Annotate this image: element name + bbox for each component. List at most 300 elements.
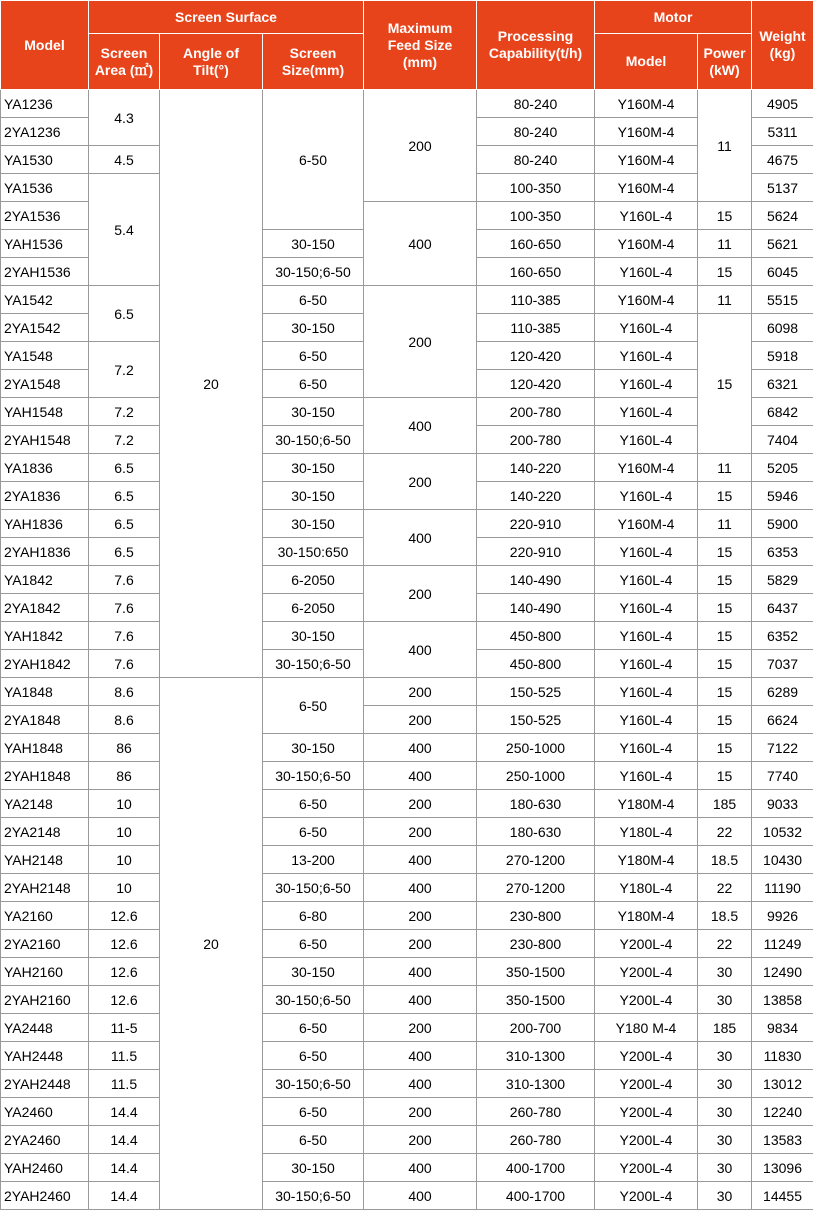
cell-weight: 5311 (752, 118, 813, 146)
cell-power: 15 (698, 678, 752, 706)
cell-size: 6-50 (263, 370, 364, 398)
header-motor-model: Model (595, 34, 698, 90)
cell-size: 30-150;6-50 (263, 874, 364, 902)
cell-weight: 5946 (752, 482, 813, 510)
table-row (1, 286, 813, 314)
cell-power: 15 (698, 622, 752, 650)
cell-angle: 20 (160, 678, 263, 1210)
cell-model: YA1836 (1, 454, 89, 482)
cell-power: 15 (698, 482, 752, 510)
cell-motor-model: Y200L-4 (595, 1154, 698, 1182)
cell-model: YA2448 (1, 1014, 89, 1042)
cell-model: 2YA1542 (1, 314, 89, 342)
cell-capacity: 310-1300 (477, 1070, 595, 1098)
header-model: Model (1, 1, 89, 90)
cell-motor-model: Y180 M-4 (595, 1014, 698, 1042)
cell-area: 6.5 (89, 286, 160, 342)
cell-motor-model: Y200L-4 (595, 958, 698, 986)
cell-model: 2YAH1848 (1, 762, 89, 790)
cell-power: 30 (698, 1126, 752, 1154)
cell-size: 30-150 (263, 454, 364, 482)
cell-feed: 400 (364, 1070, 477, 1098)
cell-feed: 200 (364, 1126, 477, 1154)
cell-feed: 400 (364, 622, 477, 678)
cell-motor-model: Y160M-4 (595, 118, 698, 146)
table-row (1, 398, 813, 426)
cell-motor-model: Y180L-4 (595, 874, 698, 902)
cell-model: YAH1842 (1, 622, 89, 650)
cell-feed: 200 (364, 818, 477, 846)
table-row (1, 706, 813, 734)
cell-power: 30 (698, 1042, 752, 1070)
cell-weight: 14455 (752, 1182, 813, 1210)
table-row (1, 566, 813, 594)
cell-power: 15 (698, 650, 752, 678)
cell-weight: 5205 (752, 454, 813, 482)
cell-size: 30-150;6-50 (263, 762, 364, 790)
cell-motor-model: Y160M-4 (595, 90, 698, 118)
cell-angle: 20 (160, 90, 263, 678)
cell-model: YAH1848 (1, 734, 89, 762)
cell-size: 6-50 (263, 1014, 364, 1042)
table-row (1, 678, 813, 706)
cell-power: 11 (698, 90, 752, 202)
cell-area: 4.5 (89, 146, 160, 174)
cell-weight: 5624 (752, 202, 813, 230)
cell-power: 11 (698, 286, 752, 314)
table-row (1, 762, 813, 790)
table-body (1, 90, 813, 1210)
cell-size: 30-150 (263, 314, 364, 342)
cell-capacity: 100-350 (477, 202, 595, 230)
cell-capacity: 140-490 (477, 594, 595, 622)
cell-weight: 6289 (752, 678, 813, 706)
cell-motor-model: Y160L-4 (595, 566, 698, 594)
cell-area: 10 (89, 790, 160, 818)
cell-model: YAH1836 (1, 510, 89, 538)
cell-capacity: 250-1000 (477, 734, 595, 762)
table-row (1, 454, 813, 482)
cell-motor-model: Y160L-4 (595, 734, 698, 762)
cell-size: 30-150 (263, 1154, 364, 1182)
cell-weight: 13096 (752, 1154, 813, 1182)
cell-capacity: 80-240 (477, 90, 595, 118)
cell-capacity: 350-1500 (477, 986, 595, 1014)
cell-size: 30-150 (263, 398, 364, 426)
cell-capacity: 140-220 (477, 454, 595, 482)
cell-weight: 9834 (752, 1014, 813, 1042)
cell-weight: 6437 (752, 594, 813, 622)
cell-area: 14.4 (89, 1098, 160, 1126)
cell-size: 13-200 (263, 846, 364, 874)
cell-feed: 400 (364, 202, 477, 286)
cell-weight: 6321 (752, 370, 813, 398)
cell-capacity: 400-1700 (477, 1182, 595, 1210)
cell-model: YA2148 (1, 790, 89, 818)
cell-feed: 400 (364, 1154, 477, 1182)
cell-motor-model: Y160L-4 (595, 594, 698, 622)
cell-size: 6-50 (263, 678, 364, 734)
cell-capacity: 140-490 (477, 566, 595, 594)
cell-area: 6.5 (89, 510, 160, 538)
table-row (1, 874, 813, 902)
cell-power: 18.5 (698, 846, 752, 874)
cell-feed: 400 (364, 986, 477, 1014)
cell-capacity: 150-525 (477, 706, 595, 734)
cell-motor-model: Y180M-4 (595, 902, 698, 930)
table-row (1, 902, 813, 930)
cell-feed: 400 (364, 398, 477, 454)
cell-power: 30 (698, 1070, 752, 1098)
cell-motor-model: Y200L-4 (595, 1182, 698, 1210)
cell-size: 30-150;6-50 (263, 426, 364, 454)
cell-area: 10 (89, 874, 160, 902)
cell-area: 11-5 (89, 1014, 160, 1042)
cell-feed: 200 (364, 1014, 477, 1042)
cell-capacity: 310-1300 (477, 1042, 595, 1070)
cell-capacity: 200-780 (477, 398, 595, 426)
cell-area: 7.6 (89, 622, 160, 650)
cell-area: 7.2 (89, 426, 160, 454)
header-screen-area: Screen Area (㎡) (89, 34, 160, 90)
cell-motor-model: Y180M-4 (595, 846, 698, 874)
cell-area: 6.5 (89, 482, 160, 510)
cell-area: 7.6 (89, 566, 160, 594)
cell-feed: 400 (364, 762, 477, 790)
cell-motor-model: Y200L-4 (595, 1070, 698, 1098)
cell-model: 2YA1842 (1, 594, 89, 622)
cell-power: 30 (698, 1154, 752, 1182)
cell-area: 6.5 (89, 454, 160, 482)
cell-motor-model: Y160L-4 (595, 258, 698, 286)
cell-power: 11 (698, 454, 752, 482)
cell-motor-model: Y160L-4 (595, 314, 698, 342)
cell-power: 185 (698, 790, 752, 818)
table-row (1, 790, 813, 818)
cell-size: 6-50 (263, 1042, 364, 1070)
cell-weight: 10430 (752, 846, 813, 874)
cell-model: 2YAH2160 (1, 986, 89, 1014)
cell-power: 185 (698, 1014, 752, 1042)
cell-motor-model: Y200L-4 (595, 930, 698, 958)
cell-capacity: 220-910 (477, 510, 595, 538)
cell-feed: 400 (364, 958, 477, 986)
table-row (1, 818, 813, 846)
table-row (1, 1098, 813, 1126)
cell-motor-model: Y160M-4 (595, 454, 698, 482)
cell-model: YAH2148 (1, 846, 89, 874)
cell-motor-model: Y160L-4 (595, 202, 698, 230)
cell-size: 6-50 (263, 790, 364, 818)
cell-motor-model: Y200L-4 (595, 1126, 698, 1154)
cell-model: YA1842 (1, 566, 89, 594)
cell-power: 15 (698, 202, 752, 230)
cell-power: 22 (698, 874, 752, 902)
cell-area: 7.2 (89, 398, 160, 426)
cell-size: 30-150 (263, 734, 364, 762)
cell-motor-model: Y200L-4 (595, 1042, 698, 1070)
cell-area: 8.6 (89, 678, 160, 706)
header-screen-size: Screen Size(mm) (263, 34, 364, 90)
cell-motor-model: Y160L-4 (595, 678, 698, 706)
cell-weight: 6353 (752, 538, 813, 566)
cell-power: 15 (698, 314, 752, 454)
cell-size: 6-50 (263, 286, 364, 314)
cell-size: 6-2050 (263, 594, 364, 622)
cell-model: 2YAH1842 (1, 650, 89, 678)
cell-feed: 200 (364, 902, 477, 930)
cell-feed: 400 (364, 734, 477, 762)
cell-capacity: 270-1200 (477, 874, 595, 902)
cell-feed: 200 (364, 790, 477, 818)
cell-size: 6-50 (263, 90, 364, 230)
cell-weight: 12240 (752, 1098, 813, 1126)
cell-model: 2YA2148 (1, 818, 89, 846)
cell-model: 2YAH2460 (1, 1182, 89, 1210)
cell-weight: 13012 (752, 1070, 813, 1098)
cell-weight: 5918 (752, 342, 813, 370)
cell-area: 10 (89, 818, 160, 846)
table-row (1, 510, 813, 538)
cell-capacity: 200-780 (477, 426, 595, 454)
cell-model: YA1542 (1, 286, 89, 314)
cell-area: 7.6 (89, 650, 160, 678)
cell-capacity: 160-650 (477, 230, 595, 258)
cell-weight: 6624 (752, 706, 813, 734)
cell-feed: 200 (364, 1098, 477, 1126)
cell-area: 14.4 (89, 1126, 160, 1154)
header-motor: Motor (595, 1, 752, 34)
header-screen-surface: Screen Surface (89, 1, 364, 34)
cell-weight: 11190 (752, 874, 813, 902)
cell-model: 2YA2460 (1, 1126, 89, 1154)
cell-weight: 4675 (752, 146, 813, 174)
cell-area: 6.5 (89, 538, 160, 566)
cell-area: 10 (89, 846, 160, 874)
cell-size: 6-50 (263, 818, 364, 846)
cell-size: 30-150:650 (263, 538, 364, 566)
cell-weight: 6352 (752, 622, 813, 650)
cell-motor-model: Y160L-4 (595, 650, 698, 678)
cell-power: 11 (698, 230, 752, 258)
cell-power: 15 (698, 566, 752, 594)
cell-model: YA1236 (1, 90, 89, 118)
cell-model: 2YAH2148 (1, 874, 89, 902)
table-row (1, 1042, 813, 1070)
cell-capacity: 450-800 (477, 650, 595, 678)
cell-area: 12.6 (89, 958, 160, 986)
cell-motor-model: Y160M-4 (595, 286, 698, 314)
cell-weight: 13583 (752, 1126, 813, 1154)
cell-size: 30-150 (263, 958, 364, 986)
cell-area: 86 (89, 762, 160, 790)
cell-motor-model: Y160L-4 (595, 398, 698, 426)
table-row (1, 986, 813, 1014)
cell-power: 18.5 (698, 902, 752, 930)
cell-weight: 6098 (752, 314, 813, 342)
cell-model: YAH2460 (1, 1154, 89, 1182)
cell-weight: 10532 (752, 818, 813, 846)
cell-capacity: 120-420 (477, 370, 595, 398)
table-row (1, 1126, 813, 1154)
cell-weight: 9033 (752, 790, 813, 818)
cell-weight: 7122 (752, 734, 813, 762)
cell-capacity: 270-1200 (477, 846, 595, 874)
cell-model: YA2460 (1, 1098, 89, 1126)
cell-feed: 400 (364, 1042, 477, 1070)
cell-capacity: 150-525 (477, 678, 595, 706)
cell-weight: 7740 (752, 762, 813, 790)
cell-weight: 4905 (752, 90, 813, 118)
cell-weight: 5515 (752, 286, 813, 314)
cell-weight: 13858 (752, 986, 813, 1014)
cell-motor-model: Y160M-4 (595, 146, 698, 174)
cell-motor-model: Y200L-4 (595, 986, 698, 1014)
cell-weight: 5621 (752, 230, 813, 258)
cell-weight: 9926 (752, 902, 813, 930)
table-row (1, 930, 813, 958)
cell-motor-model: Y200L-4 (595, 1098, 698, 1126)
cell-feed: 200 (364, 678, 477, 706)
table-row (1, 958, 813, 986)
table-row (1, 1070, 813, 1098)
cell-size: 30-150 (263, 510, 364, 538)
cell-size: 30-150 (263, 230, 364, 258)
cell-feed: 200 (364, 930, 477, 958)
cell-area: 86 (89, 734, 160, 762)
cell-model: 2YAH1548 (1, 426, 89, 454)
cell-power: 22 (698, 930, 752, 958)
cell-model: YA1530 (1, 146, 89, 174)
cell-capacity: 200-700 (477, 1014, 595, 1042)
cell-weight: 5900 (752, 510, 813, 538)
cell-feed: 200 (364, 90, 477, 202)
cell-area: 5.4 (89, 174, 160, 286)
table-row (1, 846, 813, 874)
cell-capacity: 140-220 (477, 482, 595, 510)
cell-model: 2YAH1536 (1, 258, 89, 286)
cell-weight: 11830 (752, 1042, 813, 1070)
cell-motor-model: Y160L-4 (595, 370, 698, 398)
table-row (1, 1014, 813, 1042)
cell-capacity: 100-350 (477, 174, 595, 202)
cell-weight: 5829 (752, 566, 813, 594)
cell-power: 22 (698, 818, 752, 846)
cell-feed: 400 (364, 846, 477, 874)
table-row (1, 90, 813, 118)
cell-area: 12.6 (89, 986, 160, 1014)
cell-model: 2YA1536 (1, 202, 89, 230)
cell-feed: 400 (364, 1182, 477, 1210)
cell-model: YA1536 (1, 174, 89, 202)
cell-motor-model: Y180M-4 (595, 790, 698, 818)
cell-area: 12.6 (89, 930, 160, 958)
cell-power: 15 (698, 258, 752, 286)
cell-size: 6-50 (263, 1098, 364, 1126)
cell-area: 12.6 (89, 902, 160, 930)
cell-model: 2YAH2448 (1, 1070, 89, 1098)
cell-power: 15 (698, 734, 752, 762)
cell-area: 8.6 (89, 706, 160, 734)
cell-capacity: 180-630 (477, 790, 595, 818)
cell-size: 6-80 (263, 902, 364, 930)
cell-weight: 6842 (752, 398, 813, 426)
cell-model: YA2160 (1, 902, 89, 930)
table-row (1, 734, 813, 762)
header-processing-capability: Processing Capability(t/h) (477, 1, 595, 90)
cell-model: YAH2160 (1, 958, 89, 986)
cell-motor-model: Y160L-4 (595, 706, 698, 734)
cell-area: 11.5 (89, 1042, 160, 1070)
cell-model: 2YA1548 (1, 370, 89, 398)
cell-model: YA1548 (1, 342, 89, 370)
cell-area: 14.4 (89, 1154, 160, 1182)
cell-size: 30-150;6-50 (263, 1070, 364, 1098)
cell-motor-model: Y160L-4 (595, 762, 698, 790)
cell-capacity: 80-240 (477, 146, 595, 174)
cell-feed: 400 (364, 510, 477, 566)
cell-weight: 12490 (752, 958, 813, 986)
cell-motor-model: Y180L-4 (595, 818, 698, 846)
cell-feed: 200 (364, 566, 477, 622)
cell-power: 15 (698, 594, 752, 622)
cell-area: 14.4 (89, 1182, 160, 1210)
cell-motor-model: Y160L-4 (595, 342, 698, 370)
cell-power: 15 (698, 538, 752, 566)
cell-size: 30-150;6-50 (263, 258, 364, 286)
cell-feed: 200 (364, 454, 477, 510)
cell-power: 11 (698, 510, 752, 538)
header-weight: Weight (kg) (752, 1, 813, 90)
cell-capacity: 350-1500 (477, 958, 595, 986)
cell-motor-model: Y160M-4 (595, 174, 698, 202)
cell-size: 6-50 (263, 930, 364, 958)
cell-power: 15 (698, 762, 752, 790)
cell-area: 7.6 (89, 594, 160, 622)
cell-capacity: 260-780 (477, 1126, 595, 1154)
cell-capacity: 80-240 (477, 118, 595, 146)
cell-capacity: 220-910 (477, 538, 595, 566)
cell-feed: 400 (364, 874, 477, 902)
cell-size: 6-50 (263, 1126, 364, 1154)
cell-capacity: 230-800 (477, 930, 595, 958)
cell-area: 4.3 (89, 90, 160, 146)
cell-weight: 7037 (752, 650, 813, 678)
cell-area: 11.5 (89, 1070, 160, 1098)
cell-model: 2YAH1836 (1, 538, 89, 566)
cell-size: 30-150 (263, 482, 364, 510)
cell-size: 30-150;6-50 (263, 986, 364, 1014)
table-row (1, 1154, 813, 1182)
cell-power: 30 (698, 1182, 752, 1210)
cell-power: 30 (698, 958, 752, 986)
cell-capacity: 120-420 (477, 342, 595, 370)
cell-capacity: 180-630 (477, 818, 595, 846)
cell-model: YAH1536 (1, 230, 89, 258)
cell-motor-model: Y160L-4 (595, 622, 698, 650)
cell-model: YA1848 (1, 678, 89, 706)
cell-weight: 5137 (752, 174, 813, 202)
header-max-feed-size: Maximum Feed Size (mm) (364, 1, 477, 90)
table-row (1, 622, 813, 650)
cell-motor-model: Y160M-4 (595, 510, 698, 538)
cell-capacity: 110-385 (477, 314, 595, 342)
cell-motor-model: Y160L-4 (595, 482, 698, 510)
cell-capacity: 450-800 (477, 622, 595, 650)
cell-power: 15 (698, 706, 752, 734)
cell-size: 6-50 (263, 342, 364, 370)
cell-weight: 11249 (752, 930, 813, 958)
